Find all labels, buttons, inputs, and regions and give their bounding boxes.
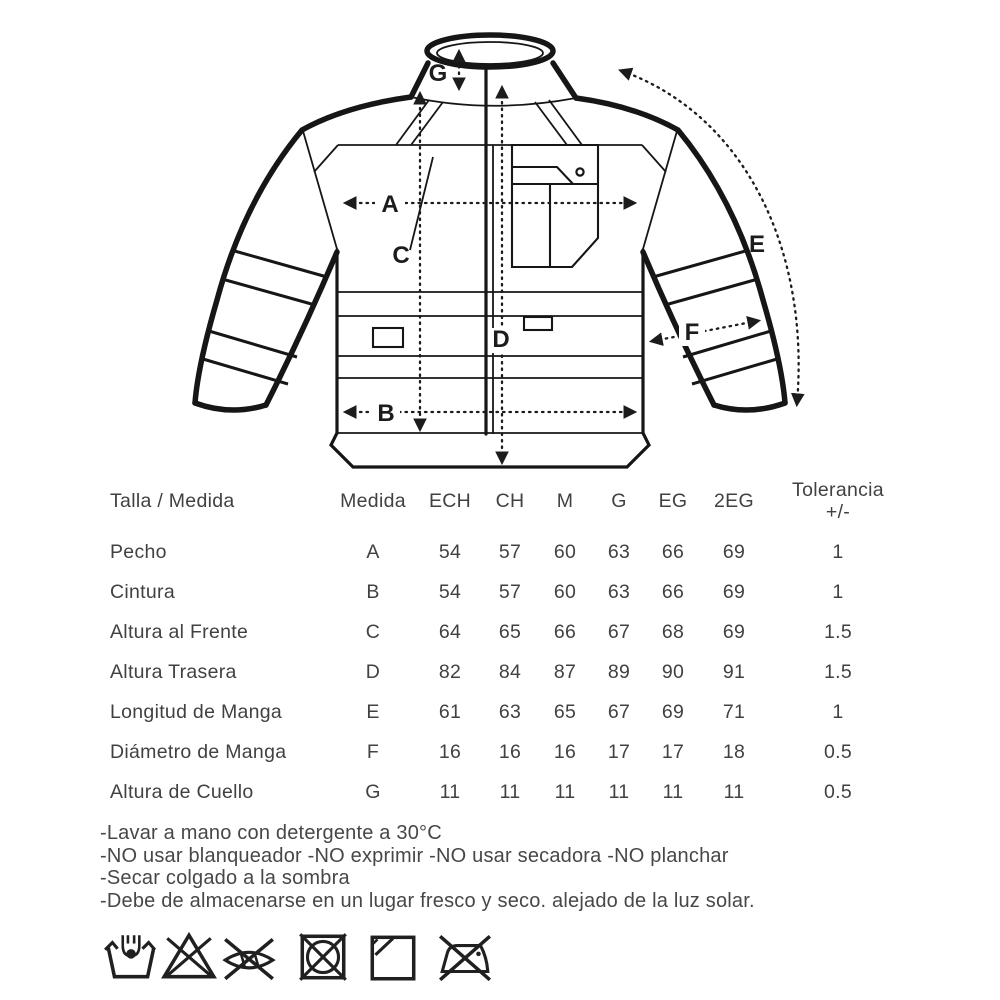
- hem: [331, 433, 649, 467]
- col-header-size-ch: CH: [495, 489, 525, 512]
- left-sleeve-stripe: [209, 331, 297, 357]
- row-value: 54: [438, 540, 462, 563]
- collar-right-edge: [553, 63, 576, 98]
- row-value: 67: [607, 700, 631, 723]
- row-value: 11: [662, 780, 684, 803]
- row-value: 11: [723, 780, 745, 803]
- row-code: F: [366, 740, 380, 763]
- row-label: Cintura: [110, 580, 175, 603]
- col-header-size-ech: ECH: [428, 489, 472, 512]
- row-value: 90: [661, 660, 685, 683]
- row-tolerance: 1: [832, 700, 844, 723]
- col-header-size-eg: EG: [658, 489, 688, 512]
- row-value: 63: [607, 580, 631, 603]
- row-label: Altura al Frente: [110, 620, 249, 643]
- row-value: 65: [553, 700, 577, 723]
- table-row-diametro-de-manga: [108, 732, 918, 772]
- left-armhole-seam: [303, 131, 337, 249]
- row-label: Altura de Cuello: [110, 780, 254, 803]
- left-strap-line-1: [396, 100, 429, 145]
- measure-label-c: C: [392, 242, 410, 269]
- right-sleeve-stripe: [653, 250, 749, 277]
- row-tolerance: 0.5: [823, 740, 852, 763]
- care-line-wash: -Lavar a mano con detergente a 30°C: [100, 822, 442, 844]
- small-patch: [524, 317, 552, 330]
- row-value: 69: [722, 580, 746, 603]
- row-value: 54: [438, 580, 462, 603]
- row-label: Longitud de Manga: [110, 700, 283, 723]
- row-code: D: [365, 660, 381, 683]
- row-value: 16: [498, 740, 522, 763]
- table-row-altura-al-frente: [108, 612, 918, 652]
- jacket-outline: [195, 35, 785, 467]
- row-tolerance: 0.5: [823, 780, 852, 803]
- row-value: 63: [607, 540, 631, 563]
- row-code: G: [365, 780, 381, 803]
- chest-pocket: [512, 145, 598, 267]
- measure-label-f: F: [684, 319, 700, 346]
- measure-label-a: A: [381, 191, 399, 218]
- row-value: 11: [499, 780, 521, 803]
- measure-label-d: D: [492, 326, 510, 353]
- row-value: 68: [661, 620, 685, 643]
- label-patch: [373, 328, 403, 347]
- right-armhole-seam: [643, 131, 677, 249]
- measure-label-b: B: [377, 400, 395, 427]
- row-value: 16: [438, 740, 462, 763]
- row-value: 11: [554, 780, 576, 803]
- row-value: 87: [553, 660, 577, 683]
- row-value: 11: [439, 780, 461, 803]
- row-value: 65: [498, 620, 522, 643]
- row-value: 18: [722, 740, 746, 763]
- row-value: 71: [722, 700, 746, 723]
- tolerancia-line2: +/-: [825, 501, 851, 523]
- size-table: [108, 470, 918, 812]
- left-cuff: [195, 403, 266, 410]
- row-value: 61: [438, 700, 462, 723]
- row-value: 64: [438, 620, 462, 643]
- row-value: 67: [607, 620, 631, 643]
- row-value: 63: [498, 700, 522, 723]
- table-row-cintura: [108, 572, 918, 612]
- row-value: 89: [607, 660, 631, 683]
- arrow-e-sleeve-length: [622, 71, 799, 403]
- care-line-dry: -Secar colgado a la sombra: [100, 867, 350, 889]
- measurement-arrows: [347, 53, 799, 461]
- row-value: 69: [722, 620, 746, 643]
- col-header-size-2eg: 2EG: [714, 489, 754, 512]
- size-table-header-row: [108, 470, 918, 532]
- do-not-bleach-icon: [160, 928, 218, 986]
- measure-label-g: G: [428, 60, 448, 87]
- care-instructions: [100, 822, 755, 912]
- left-sleeve-stripe: [231, 250, 327, 277]
- left-sleeve-outer: [195, 97, 411, 403]
- col-header-medida: Medida: [340, 489, 406, 512]
- table-row-longitud-de-manga: [108, 692, 918, 732]
- row-code: A: [366, 540, 380, 563]
- row-value: 91: [722, 660, 746, 683]
- row-value: 17: [661, 740, 685, 763]
- col-header-tolerancia: [768, 479, 908, 523]
- right-sleeve-stripe: [665, 279, 758, 305]
- collar-inner-rim: [437, 42, 543, 64]
- row-tolerance: 1.5: [823, 620, 852, 643]
- row-value: 66: [661, 580, 685, 603]
- line-dry-in-shade-icon: [364, 928, 422, 986]
- measure-label-e: E: [748, 231, 766, 258]
- pocket-flap: [512, 167, 573, 184]
- row-label: Diámetro de Manga: [110, 740, 287, 763]
- row-tolerance: 1.5: [823, 660, 852, 683]
- row-value: 60: [553, 580, 577, 603]
- hand-wash-icon: [100, 928, 160, 986]
- row-value: 57: [498, 580, 522, 603]
- right-yoke-corner: [642, 145, 666, 172]
- row-value: 69: [722, 540, 746, 563]
- row-label: Altura Trasera: [110, 660, 237, 683]
- row-value: 11: [608, 780, 630, 803]
- col-header-size-m: M: [556, 489, 574, 512]
- left-strap-line-2: [411, 102, 443, 145]
- right-sleeve-stripe: [692, 359, 777, 384]
- row-value: 66: [661, 540, 685, 563]
- row-code: B: [366, 580, 380, 603]
- tolerancia-line1: Tolerancia: [792, 479, 884, 501]
- right-cuff: [714, 403, 785, 410]
- col-header-size-g: G: [611, 489, 627, 512]
- col-header-talla-medida: Talla / Medida: [110, 489, 235, 512]
- row-value: 66: [553, 620, 577, 643]
- row-value: 17: [607, 740, 631, 763]
- row-tolerance: 1: [832, 540, 844, 563]
- row-value: 69: [661, 700, 685, 723]
- row-tolerance: 1: [832, 580, 844, 603]
- table-row-altura-de-cuello: [108, 772, 918, 812]
- right-strap-line-1: [549, 100, 582, 145]
- row-code: C: [365, 620, 381, 643]
- care-line-no: -NO usar blanqueador -NO exprimir -NO usar secadora -NO planchar: [100, 844, 729, 867]
- do-not-tumble-dry-icon: [294, 928, 352, 986]
- row-value: 60: [553, 540, 577, 563]
- left-yoke-corner: [314, 145, 338, 172]
- row-value: 16: [553, 740, 577, 763]
- jacket-diagram: [0, 0, 1000, 480]
- row-code: E: [366, 700, 380, 723]
- row-value: 57: [498, 540, 522, 563]
- left-sleeve-stripe: [203, 359, 288, 384]
- right-strap-line-2: [535, 102, 567, 145]
- pocket-button: [576, 168, 583, 175]
- row-value: 84: [498, 660, 522, 683]
- table-row-pecho: [108, 532, 918, 572]
- care-line-store: -Debe de almacenarse en un lugar fresco y seco. alejado de la luz solar.: [100, 889, 755, 912]
- do-not-wring-icon: [220, 928, 278, 986]
- collar-left-edge: [411, 63, 428, 97]
- row-label: Pecho: [110, 540, 167, 563]
- row-value: 82: [438, 660, 462, 683]
- left-sleeve-stripe: [222, 279, 315, 305]
- table-row-altura-trasera: [108, 652, 918, 692]
- do-not-iron-icon: [436, 928, 494, 986]
